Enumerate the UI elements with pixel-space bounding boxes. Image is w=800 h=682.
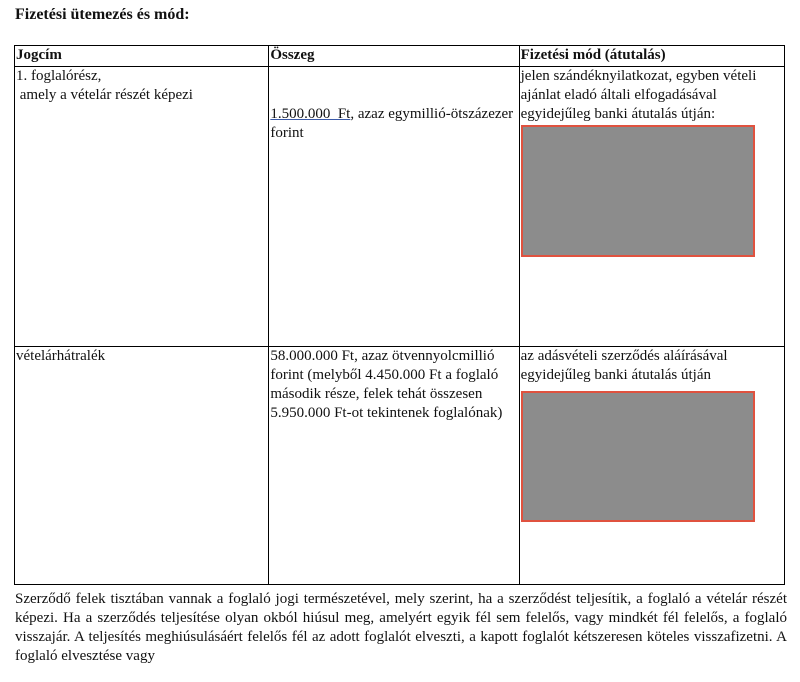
row-2-amount: 58.000.000 Ft, azaz ötvennyolcmillió forint (melyből 4.450.000 Ft a foglaló második része, felek tehát összesen 5.950.000 Ft-ot tekintenek foglalónak) [270,348,503,421]
table-row [15,347,785,585]
row-1-method-cell [519,67,784,347]
redacted-block [521,391,755,522]
header-payment-method: Fizetési mód (átutalás) [519,46,784,67]
row-2-method-cell [519,347,784,585]
payment-schedule-table [14,45,785,585]
header-amount: Összeg [269,46,519,67]
row-1-title-line-1: 1. foglalórész, [16,68,102,84]
row-1-amount-cell [269,67,519,347]
row-2-method-text: az adásvételi szerződés aláírásával egyidejűleg banki átutalás útján [520,348,728,383]
body-paragraph [15,590,787,666]
row-1-method-text: jelen szándéknyilatkozat, egyben vételi ajánlat eladó általi elfogadásával egyidejűleg banki átutalás útján: [520,68,757,122]
paragraph-text: Szerződő felek tisztában vannak a foglaló jogi természetével, mely szerint, ha a szerződést teljesítik, a foglaló a vételár részét képezi. Ha a szerződés teljesítése olyan okból hiúsul meg, amelyért egyik fél sem felelős, vagy mindkét fél felelős, a foglaló visszajár. A teljesítés meghiúsulásáért felelős fél az adott foglalót elveszti, a kapott foglalót kétszeresen köteles visszafizetni. A foglaló elvesztése vagy [15,591,787,664]
row-1-amount-figure: 1.500.000 Ft [270,106,351,122]
row-1-amount-words: , azaz egymillió-ötszázezer forint [270,106,514,141]
section-heading: Fizetési ütemezés és mód: [15,6,190,23]
row-1-title-cell [15,67,269,347]
row-1-title-line-2: amely a vételár részét képezi [16,87,193,103]
row-2-title: vételárhátralék [16,348,106,364]
row-2-amount-cell [269,347,519,585]
table-row [15,67,785,347]
row-2-title-cell [15,347,269,585]
header-title: Jogcím [15,46,269,67]
redacted-block [521,125,755,257]
table-header-row [15,46,785,67]
